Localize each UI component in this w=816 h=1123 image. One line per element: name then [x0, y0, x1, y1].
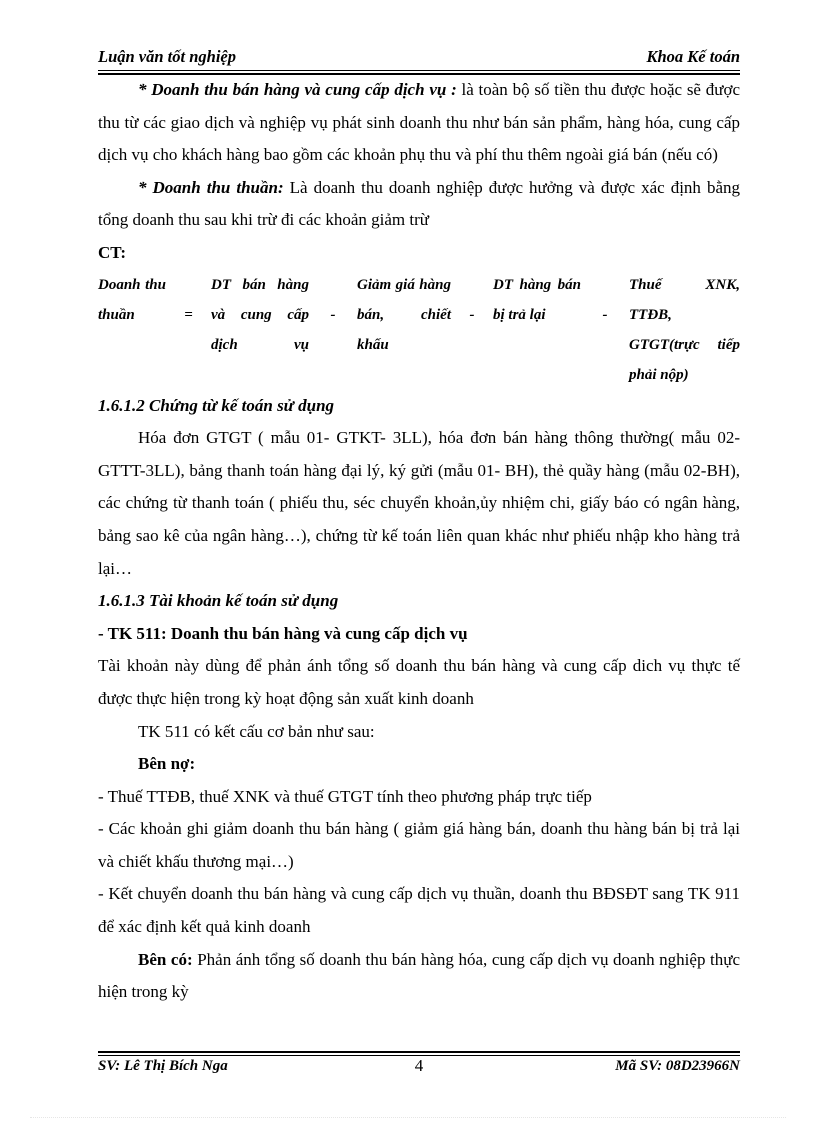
paragraph-documents: Hóa đơn GTGT ( mẫu 01- GTKT- 3LL), hóa đơn bán hàng thông thường( mẫu 02-GTTT-3LL), bảng thanh toán hàng đại lý, ký gửi (mẫu 01- BH), thẻ quầy hàng (mẫu 02-BH), các chứng từ thanh toán ( phiếu thu, séc chuyển khoản,ủy nhiệm chi, giấy báo có ngân hàng, bảng sao kê của ngân hàng…), chứng từ kế toán liên quan khác như phiếu nhập kho hàng trả lại…	[98, 428, 740, 578]
account-511-title: - TK 511: Doanh thu bán hàng và cung cấp dịch vụ	[98, 623, 468, 643]
header-rule-thin	[98, 70, 740, 71]
debit-item-reductions: - Các khoản ghi giảm doanh thu bán hàng ( giảm giá hàng bán, doanh thu hàng bán bị trả lại và chiết khấu thương mại…)	[98, 819, 740, 871]
page-body	[98, 74, 740, 1009]
formula-minus-3: -	[602, 306, 608, 323]
term-revenue: * Doanh thu bán hàng và cung cấp dịch vụ :	[138, 80, 457, 99]
footer-student-id: Mã SV: 08D23966N	[615, 1058, 740, 1074]
page-footer	[98, 1056, 740, 1080]
paragraph-net-revenue	[98, 172, 740, 237]
formula-returns: DT hàng bán bị trả lại	[493, 276, 581, 323]
formula-gross-revenue: DT bán hàng và cung cấp dịch vụ	[211, 276, 309, 353]
header-left: Luận văn tốt nghiệp	[98, 47, 236, 66]
footer-student-name: SV: Lê Thị Bích Nga	[98, 1058, 228, 1074]
formula-minus-2: -	[469, 306, 475, 323]
revenue-definition-text: là toàn bộ số tiền thu được hoặc sẽ được thu từ các giao dịch và nghiệp vụ phát sinh doanh thu như bán sản phẩm, hàng hóa, cung cấp dịch vụ cho khách hàng bao gồm các khoản phụ thu và phí thu thêm ngoài giá bán (nếu có)	[98, 80, 740, 165]
page-header	[98, 47, 740, 71]
footer-rule-thick	[98, 1051, 740, 1053]
paragraph-account-structure: TK 511 có kết cấu cơ bản như sau:	[138, 721, 375, 741]
credit-side-text: Phản ánh tổng số doanh thu bán hàng hóa, cung cấp dịch vụ doanh nghiệp thực hiện trong kỳ	[98, 949, 740, 1002]
heading-documents: 1.6.1.2 Chứng từ kế toán sử dụng	[98, 395, 335, 415]
debit-side-label: Bên nợ:	[138, 754, 196, 774]
formula-equals: =	[184, 306, 193, 323]
formula-discounts: Giảm giá hàng bán, chiết khấu	[357, 276, 451, 353]
page-bottom-edge	[30, 1117, 786, 1118]
header-right: Khoa Kế toán	[646, 47, 740, 66]
heading-accounts: 1.6.1.3 Tài khoản kế toán sử dụng	[98, 591, 339, 611]
formula-table	[98, 270, 740, 390]
page-number: 4	[414, 1056, 424, 1075]
formula-label: CT:	[98, 242, 127, 262]
net-revenue-text: Là doanh thu doanh nghiệp được hưởng và được xác định bằng tổng doanh thu sau khi trừ đi các khoản giảm trừ	[98, 177, 740, 230]
paragraph-credit-side	[98, 944, 740, 1009]
term-net-revenue: * Doanh thu thuần:	[138, 177, 284, 197]
formula-net-revenue: Doanh thu thuần	[98, 276, 166, 323]
paragraph-revenue-definition	[98, 74, 740, 172]
paragraph-account-purpose: Tài khoản này dùng để phản ánh tổng số doanh thu bán hàng và cung cấp dich vụ thực tế được thực hiện trong kỳ hoạt động sản xuất kinh doanh	[98, 656, 740, 708]
debit-item-taxes: - Thuế TTĐB, thuế XNK và thuế GTGT tính theo phương pháp trực tiếp	[98, 786, 592, 806]
debit-item-transfer: - Kết chuyển doanh thu bán hàng và cung cấp dịch vụ thuần, doanh thu BĐSĐT sang TK 911 để xác định kết quả kinh doanh	[98, 884, 740, 937]
formula-taxes: Thuế XNK, TTĐB, GTGT(trực tiếp phải nộp)	[629, 276, 740, 383]
credit-side-label: Bên có:	[138, 949, 193, 969]
formula-minus-1: -	[330, 306, 336, 323]
